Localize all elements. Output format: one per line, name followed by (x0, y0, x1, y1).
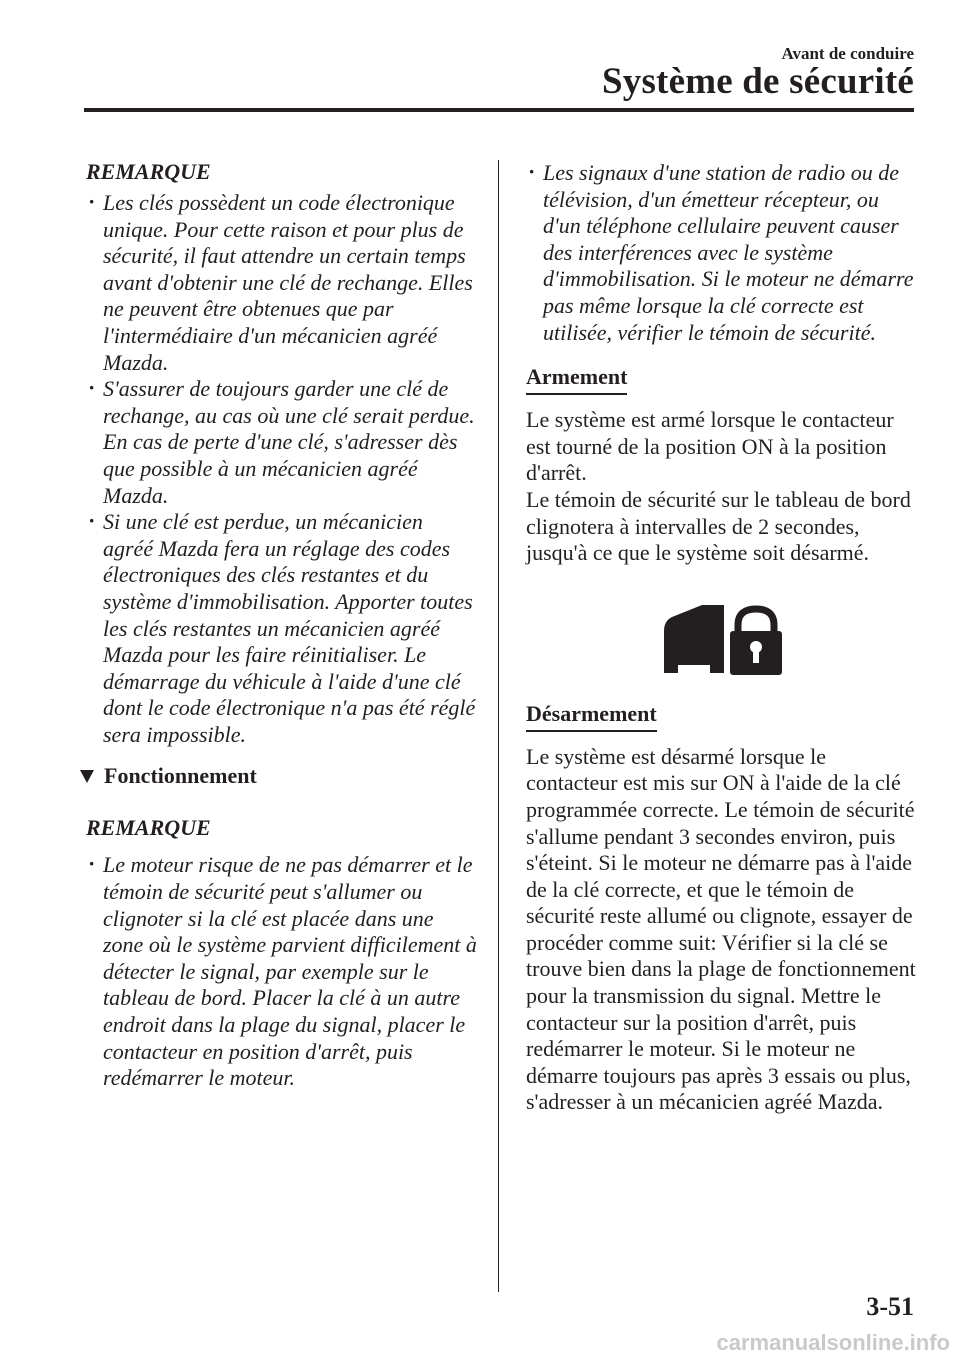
list-item: · Si une clé est perdue, un mécanicien agréé Mazda fera un réglage des codes électroniques des clés restantes et du système d'immobilisation. Apporter toutes les clés restantes un mécanicien agréé Mazda pour les faire réinitialiser. Le démarrage du véhicule à l'aide d'une clé dont le code électronique n'a pas été réglé sera impossible. (86, 509, 478, 748)
note-block (86, 158, 478, 748)
page-number: 3-51 (866, 1292, 914, 1321)
note-title: REMARQUE (86, 159, 211, 184)
note-title: REMARQUE (86, 815, 211, 841)
note-list (86, 852, 478, 1091)
watermark: carmanualsonline.info (716, 1330, 950, 1355)
security-indicator-icon (662, 603, 782, 675)
sub-heading-armement: Armement (526, 364, 627, 395)
sub-heading-desarmement: Désarmement (526, 701, 657, 732)
note-block (86, 814, 478, 1091)
page-title: Système de sécurité (601, 61, 914, 102)
note-list (86, 190, 478, 748)
header-section-label: Avant de conduire (781, 44, 914, 63)
list-item: · S'assurer de toujours garder une clé de rechange, au cas où une clé serait perdue. En cas de perte d'une clé, s'adresser dès que possible à un mécanicien agréé Mazda. (86, 376, 478, 509)
note-list (526, 160, 918, 346)
column-divider (498, 160, 499, 1292)
triangle-down-icon (80, 770, 94, 783)
armement-paragraph: Le système est armé lorsque le contacteur est tourné de la position ON à la position d'arrêt. (526, 407, 894, 486)
section-heading-label: Fonctionnement (104, 763, 257, 789)
armement-paragraph: Le témoin de sécurité sur le tableau de bord clignotera à intervalles de 2 secondes, jusqu'à ce que le système soit désarmé. (526, 486, 911, 566)
icon-wrap (526, 603, 918, 675)
header-rule (84, 108, 914, 112)
left-column (86, 158, 478, 1092)
desarmement-paragraph: Le système est désarmé lorsque le contacteur est mis sur ON à l'aide de la clé programmée correcte. Le témoin de sécurité s'allume pendant 3 secondes environ, puis s'éteint. Si le moteur ne démarre pas à l'aide de la clé correcte, et que le témoin de sécurité reste allumé ou clignote, essayer de procéder comme suit: Vérifier si la clé se trouve bien dans la plage de fonctionnement pour la transmission du signal. Mettre le contacteur sur la position d'arrêt, puis redémarrer le moteur. Si le moteur ne démarre toujours pas après 3 essais ou plus, s'adresser à un mécanicien agréé Mazda. (526, 743, 916, 1115)
right-column (526, 158, 918, 1116)
list-item: · Le moteur risque de ne pas démarrer et le témoin de sécurité peut s'allumer ou clignoter si la clé est placée dans une zone où le système parvient difficilement à détecter le signal, par exemple sur le tableau de bord. Placer la clé à un autre endroit dans la plage du signal, placer le contacteur en position d'arrêt, puis redémarrer le moteur. (86, 852, 478, 1091)
section-heading-fonctionnement (80, 762, 478, 790)
list-item: · Les clés possèdent un code électronique unique. Pour cette raison et pour plus de sécurité, il faut attendre un certain temps avant d'obtenir une clé de rechange. Elles ne peuvent être obtenues que par l'intermédiaire d'un mécanicien agréé Mazda. (86, 190, 478, 376)
list-item: · Les signaux d'une station de radio ou de télévision, d'un émetteur récepteur, ou d'un téléphone cellulaire peuvent causer des interférences avec le système d'immobilisation. Si le moteur ne démarre pas même lorsque la clé correcte est utilisée, vérifier le témoin de sécurité. (526, 160, 918, 346)
